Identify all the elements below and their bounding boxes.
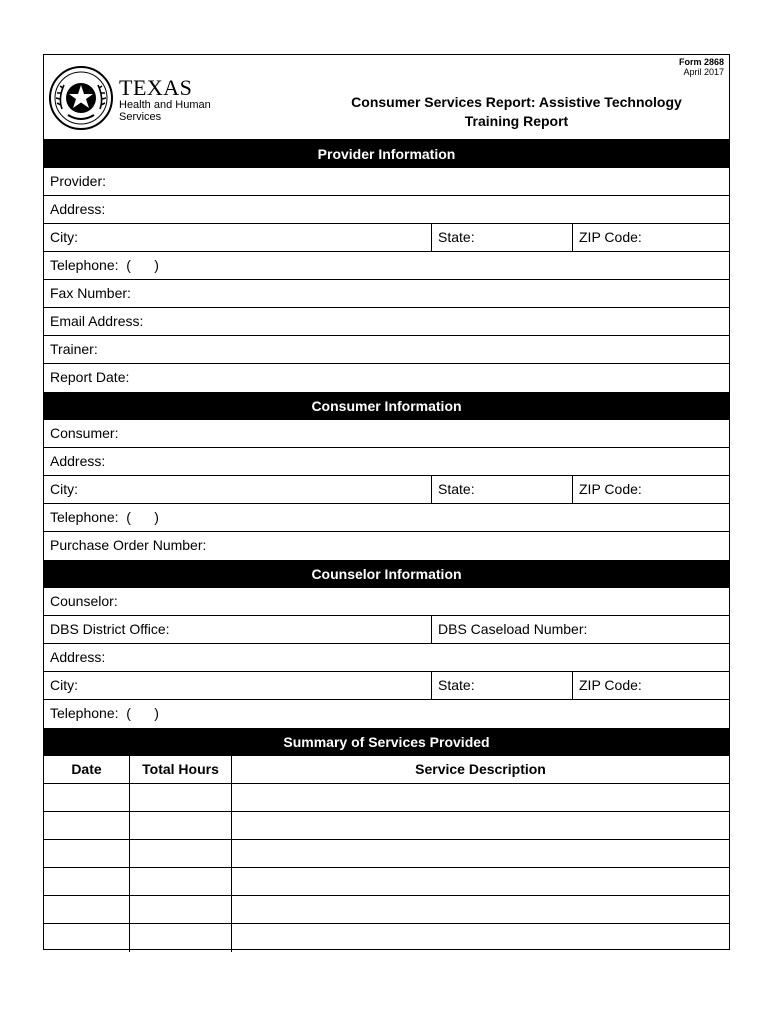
provider-field[interactable]: Provider: <box>50 173 107 189</box>
table-row <box>44 868 729 896</box>
logo-texas: TEXAS <box>119 75 193 100</box>
provider-telephone-row <box>44 252 729 280</box>
form-title <box>324 93 709 131</box>
provider-email-row <box>44 308 729 336</box>
total-hours-cell[interactable] <box>129 924 231 952</box>
provider-fax-field[interactable]: Fax Number: <box>50 285 131 301</box>
provider-city-field[interactable]: City: <box>50 229 78 245</box>
form-number-block <box>679 57 724 77</box>
report-date-row <box>44 364 729 392</box>
counselor-section-heading: Counselor Information <box>44 560 729 588</box>
assistive-technology-training-report-form <box>43 54 730 950</box>
provider-email-field[interactable]: Email Address: <box>50 313 144 329</box>
service-description-cell[interactable] <box>231 924 729 952</box>
counselor-zip-field[interactable]: ZIP Code: <box>572 672 729 699</box>
table-row <box>44 784 729 812</box>
texas-hhs-seal-icon <box>48 65 114 131</box>
purchase-order-row <box>44 532 729 560</box>
service-description-cell[interactable] <box>231 784 729 811</box>
date-cell[interactable] <box>44 896 129 923</box>
consumer-telephone-row <box>44 504 729 532</box>
consumer-telephone-field[interactable]: Telephone: ( ) <box>50 509 159 525</box>
counselor-telephone-row <box>44 700 729 728</box>
form-date: April 2017 <box>683 67 724 77</box>
provider-city-row <box>44 224 729 252</box>
consumer-address-row <box>44 448 729 476</box>
service-description-column-header: Service Description <box>231 756 729 783</box>
logo-subtitle-line2: Services <box>119 111 162 123</box>
provider-fax-row <box>44 280 729 308</box>
total-hours-cell[interactable] <box>129 812 231 839</box>
provider-section-heading: Provider Information <box>44 140 729 168</box>
consumer-zip-field[interactable]: ZIP Code: <box>572 476 729 503</box>
counselor-city-field[interactable]: City: <box>50 677 78 693</box>
provider-state-field[interactable]: State: <box>431 224 572 251</box>
total-hours-cell[interactable] <box>129 784 231 811</box>
total-hours-cell[interactable] <box>129 868 231 895</box>
date-cell[interactable] <box>44 924 129 952</box>
report-date-field[interactable]: Report Date: <box>50 369 130 385</box>
form-header <box>44 55 729 140</box>
counselor-field[interactable]: Counselor: <box>50 593 118 609</box>
total-hours-cell[interactable] <box>129 840 231 867</box>
counselor-city-row <box>44 672 729 700</box>
counselor-address-field[interactable]: Address: <box>50 649 106 665</box>
dbs-caseload-number-field[interactable]: DBS Caseload Number: <box>431 616 729 643</box>
dbs-office-row <box>44 616 729 644</box>
form-title-line2: Training Report <box>464 113 569 129</box>
consumer-city-row <box>44 476 729 504</box>
counselor-state-field[interactable]: State: <box>431 672 572 699</box>
form-number: Form 2868 <box>678 57 724 67</box>
consumer-section-heading: Consumer Information <box>44 392 729 420</box>
table-row <box>44 840 729 868</box>
consumer-city-field[interactable]: City: <box>50 481 78 497</box>
agency-name <box>119 77 211 123</box>
total-hours-column-header: Total Hours <box>129 756 231 783</box>
counselor-address-row <box>44 644 729 672</box>
service-description-cell[interactable] <box>231 868 729 895</box>
service-description-cell[interactable] <box>231 840 729 867</box>
table-row <box>44 812 729 840</box>
provider-address-field[interactable]: Address: <box>50 201 106 217</box>
form-title-line1: Consumer Services Report: Assistive Technology <box>351 94 682 110</box>
counselor-name-row <box>44 588 729 616</box>
consumer-address-field[interactable]: Address: <box>50 453 106 469</box>
provider-name-row <box>44 168 729 196</box>
date-cell[interactable] <box>44 840 129 867</box>
table-row <box>44 896 729 924</box>
dbs-district-office-field[interactable]: DBS District Office: <box>50 621 170 637</box>
provider-address-row <box>44 196 729 224</box>
total-hours-cell[interactable] <box>129 896 231 923</box>
service-description-cell[interactable] <box>231 896 729 923</box>
counselor-telephone-field[interactable]: Telephone: ( ) <box>50 705 159 721</box>
date-column-header: Date <box>71 761 102 777</box>
service-description-cell[interactable] <box>231 812 729 839</box>
consumer-name-row <box>44 420 729 448</box>
purchase-order-field[interactable]: Purchase Order Number: <box>50 537 207 553</box>
trainer-row <box>44 336 729 364</box>
date-cell[interactable] <box>44 812 129 839</box>
table-row <box>44 924 729 952</box>
consumer-state-field[interactable]: State: <box>431 476 572 503</box>
provider-telephone-field[interactable]: Telephone: ( ) <box>50 257 159 273</box>
date-cell[interactable] <box>44 784 129 811</box>
trainer-field[interactable]: Trainer: <box>50 341 98 357</box>
provider-zip-field[interactable]: ZIP Code: <box>572 224 729 251</box>
logo-subtitle-line1: Health and Human <box>119 99 211 111</box>
summary-table-header <box>44 756 729 784</box>
date-cell[interactable] <box>44 868 129 895</box>
consumer-field[interactable]: Consumer: <box>50 425 119 441</box>
summary-section-heading: Summary of Services Provided <box>44 728 729 756</box>
